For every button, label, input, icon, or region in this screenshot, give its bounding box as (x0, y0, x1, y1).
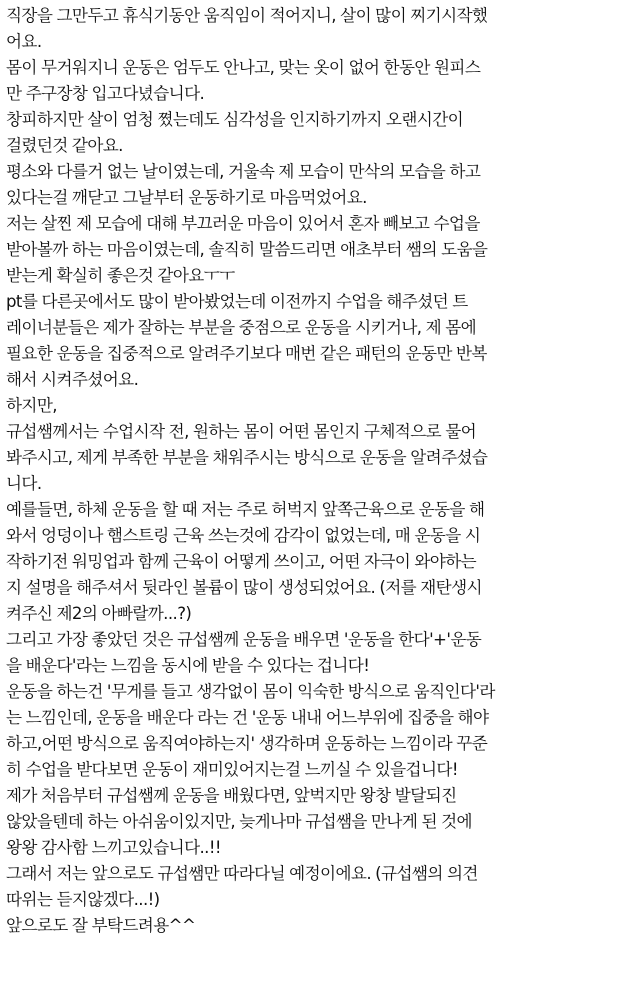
review-line: 제가 처음부터 규섭쌤께 운동을 배웠다면, 앞벅지만 왕창 발달되진 (6, 786, 457, 805)
review-line: 규섭쌤께서는 수업시작 전, 원하는 몸이 어떤 몸인지 구체적으로 물어 (6, 422, 477, 441)
review-line: 받는게 확실히 좋은것 같아요ㅜㅜ (6, 266, 235, 285)
review-line: 필요한 운동을 집중적으로 알려주기보다 매번 같은 패턴의 운동만 반복 (6, 344, 487, 363)
review-line: 몸이 무거워지니 운동은 엄두도 안나고, 맞는 옷이 없어 한동안 원피스 (6, 58, 481, 77)
review-line: 따위는 듣지않겠다...!) (6, 890, 160, 909)
review-line: 을 배운다'라는 느낌을 동시에 받을 수 있다는 겁니다! (6, 656, 370, 675)
review-line: 직장을 그만두고 휴식기동안 움직임이 적어지니, 살이 많이 찌기시작했 (6, 6, 488, 25)
review-line: 작하기전 워밍업과 함께 근육이 어떻게 쓰이고, 어떤 자극이 와야하는 (6, 552, 477, 571)
review-line: 하고,어떤 방식으로 움직여야하는지' 생각하며 운동하는 느낌이라 꾸준 (6, 734, 488, 753)
review-line: 않았을텐데 하는 아쉬움이있지만, 늦게나마 규섭쌤을 만나게 된 것에 (6, 812, 472, 831)
review-line: 저는 살찐 제 모습에 대해 부끄러운 마음이 있어서 혼자 빼보고 수업을 (6, 214, 480, 233)
review-line: 그리고 가장 좋았던 것은 규섭쌤께 운동을 배우면 '운동을 한다'+'운동 (6, 630, 482, 649)
review-line: 켜주신 제2의 아빠랄까...?) (6, 604, 192, 623)
review-line: 어요. (6, 32, 42, 51)
review-line: 만 주구장창 입고다녔습니다. (6, 84, 205, 103)
review-line: 받아볼까 하는 마음이였는데, 솔직히 말씀드리면 애초부터 쌤의 도움을 (6, 240, 488, 259)
review-line: 레이너분들은 제가 잘하는 부분을 중점으로 운동을 시키거나, 제 몸에 (6, 318, 477, 337)
review-line: 해서 시켜주셨어요. (6, 370, 139, 389)
review-line: 있다는걸 깨닫고 그날부터 운동하기로 마음먹었어요. (6, 188, 367, 207)
review-line: 앞으로도 잘 부탁드려용^^ (6, 916, 196, 935)
review-line: pt를 다른곳에서도 많이 받아봤었는데 이전까지 수업을 해주셨던 트 (6, 292, 468, 311)
review-line: 니다. (6, 474, 42, 493)
review-line: 봐주시고, 제게 부족한 부분을 채워주시는 방식으로 운동을 알려주셨습 (6, 448, 488, 467)
review-line: 와서 엉덩이나 햄스트링 근육 쓰는것에 감각이 없었는데, 매 운동을 시 (6, 526, 481, 545)
review-text (6, 3, 634, 939)
review-line: 걸렸던것 같아요. (6, 136, 123, 155)
review-line: 창피하지만 살이 엄청 쪘는데도 심각성을 인지하기까지 오랜시간이 (6, 110, 464, 129)
review-line: 지 설명을 해주셔서 뒷라인 볼륨이 많이 생성되었어요. (저를 재탄생시 (6, 578, 482, 597)
review-line: 예를들면, 하체 운동을 할 때 저는 주로 허벅지 앞쪽근육으로 운동을 해 (6, 500, 485, 519)
review-line: 그래서 저는 앞으로도 규섭쌤만 따라다닐 예정이에요. (규섭쌤의 의견 (6, 864, 478, 883)
review-line: 왕왕 감사함 느끼고있습니다..!! (6, 838, 221, 857)
review-line: 하지만, (6, 396, 57, 415)
review-line: 평소와 다를거 없는 날이였는데, 거울속 제 모습이 만삭의 모습을 하고 (6, 162, 481, 181)
review-line: 는 느낌인데, 운동을 배운다 라는 건 '운동 내내 어느부위에 집중을 해야 (6, 708, 489, 727)
review-line: 히 수업을 받다보면 운동이 재미있어지는걸 느끼실 수 있을겁니다! (6, 760, 458, 779)
review-line: 운동을 하는건 '무게를 들고 생각없이 몸이 익숙한 방식으로 움직인다'라 (6, 682, 495, 701)
